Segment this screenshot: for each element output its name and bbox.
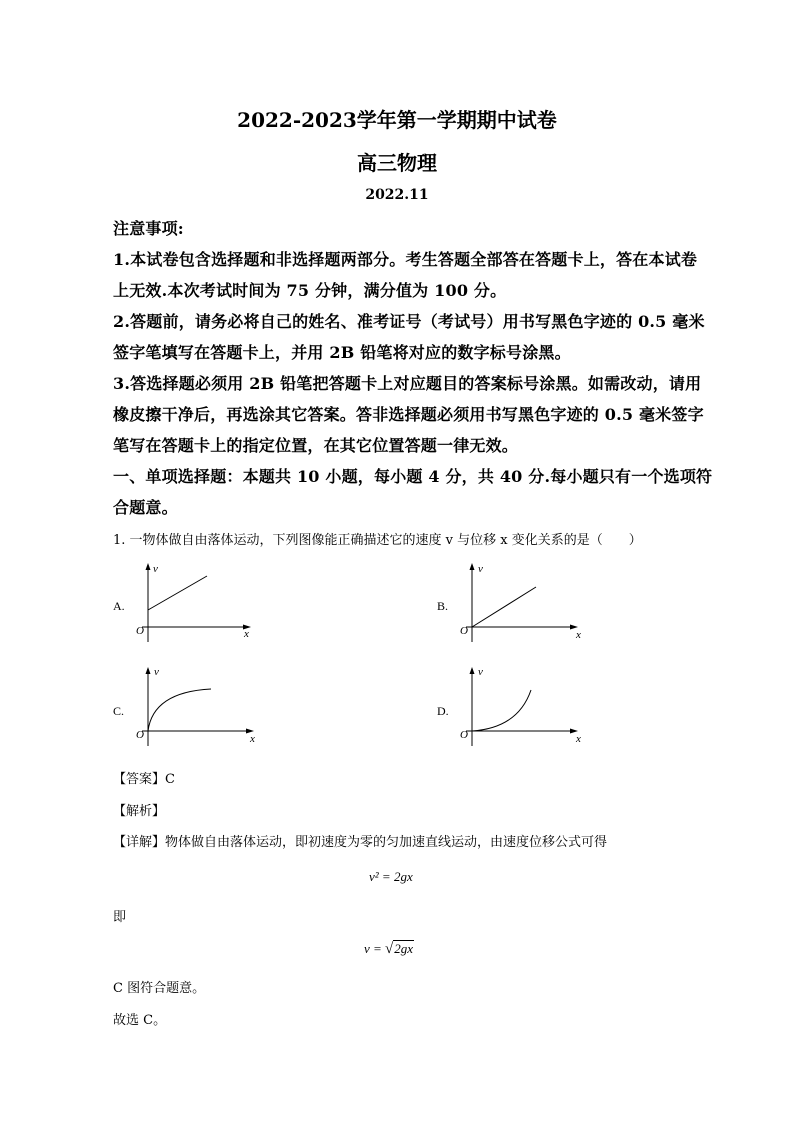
y-arrow <box>470 667 475 674</box>
graph-curve <box>148 689 211 731</box>
exam-date: 2022.11 <box>365 187 429 203</box>
y-axis-label: v <box>153 563 158 575</box>
notice-line-2: 上无效.本次考试时间为 75 分钟，满分值为 100 分。 <box>113 281 507 300</box>
y-axis-label: v <box>154 666 159 678</box>
formula-v-sqrt <box>364 941 414 958</box>
y-arrow <box>470 563 475 570</box>
answer-line: 【答案】C <box>113 772 175 787</box>
option-c-graph <box>133 662 263 747</box>
graph-curve <box>472 690 531 731</box>
y-axis-label: v <box>478 563 483 575</box>
analysis-heading: 【解析】 <box>113 804 166 819</box>
notice-line-7: 笔写在答题卡上的指定位置，在其它位置答题一律无效。 <box>113 436 519 455</box>
graph-line <box>472 587 536 627</box>
conclusion-text: C 图符合题意。 <box>113 981 206 996</box>
x-axis-label: x <box>244 628 249 640</box>
option-d-label: D. <box>437 704 449 718</box>
option-d-graph <box>458 662 588 747</box>
choice-text: 故选 C。 <box>113 1013 167 1028</box>
origin-label: O <box>460 625 468 637</box>
formula-v-squared: v² = 2gx <box>369 869 413 884</box>
origin-label: O <box>136 625 144 637</box>
origin-label: O <box>136 729 144 741</box>
x-axis-label: x <box>250 733 255 745</box>
notice-line-4: 签字笔填写在答题卡上，并用 2B 铅笔将对应的数字标号涂黑。 <box>113 343 571 362</box>
y-arrow <box>146 563 151 570</box>
section-line-2: 合题意。 <box>113 498 178 517</box>
formula-v-equals: v = <box>364 941 382 956</box>
detail-text: 【详解】物体做自由落体运动，即初速度为零的匀加速直线运动，由速度位移公式可得 <box>113 835 608 850</box>
notice-line-1: 1.本试卷包含选择题和非选择题两部分。考生答题全部答在答题卡上，答在本试卷 <box>113 250 698 269</box>
notice-line-6: 橡皮擦干净后，再选涂其它答案。答非选择题必须用书写黑色字迹的 0.5 毫米签字 <box>113 405 704 424</box>
ji-text: 即 <box>113 910 127 925</box>
graph-line <box>148 576 207 610</box>
option-b-label: B. <box>437 599 449 613</box>
x-axis-label: x <box>576 733 581 745</box>
option-c-label: C. <box>113 704 125 718</box>
section-line-1: 一、单项选择题：本题共 10 小题，每小题 4 分，共 40 分.每小题只有一个选项符 <box>113 467 713 486</box>
x-axis-label: x <box>576 629 581 641</box>
origin-label: O <box>460 729 468 741</box>
exam-subtitle: 高三物理 <box>357 151 437 175</box>
exam-title: 2022-2023学年第一学期期中试卷 <box>237 108 557 132</box>
sqrt-symbol-icon: √ <box>385 941 394 957</box>
sqrt-radicand: 2gx <box>394 941 414 956</box>
y-arrow <box>146 667 151 674</box>
option-a-graph <box>133 560 258 645</box>
y-axis-label: v <box>478 666 483 678</box>
option-b-graph <box>458 560 588 645</box>
notice-line-3: 2.答题前，请务必将自己的姓名、准考证号（考试号）用书写黑色字迹的 0.5 毫米 <box>113 312 705 331</box>
option-a-label: A. <box>113 599 125 613</box>
notice-line-5: 3.答选择题必须用 2B 铅笔把答题卡上对应题目的答案标号涂黑。如需改动，请用 <box>113 374 702 393</box>
question-1-text: 1. 一物体做自由落体运动，下列图像能正确描述它的速度 v 与位移 x 变化关系的是（ ） <box>113 533 642 548</box>
notice-heading: 注意事项: <box>113 219 184 238</box>
